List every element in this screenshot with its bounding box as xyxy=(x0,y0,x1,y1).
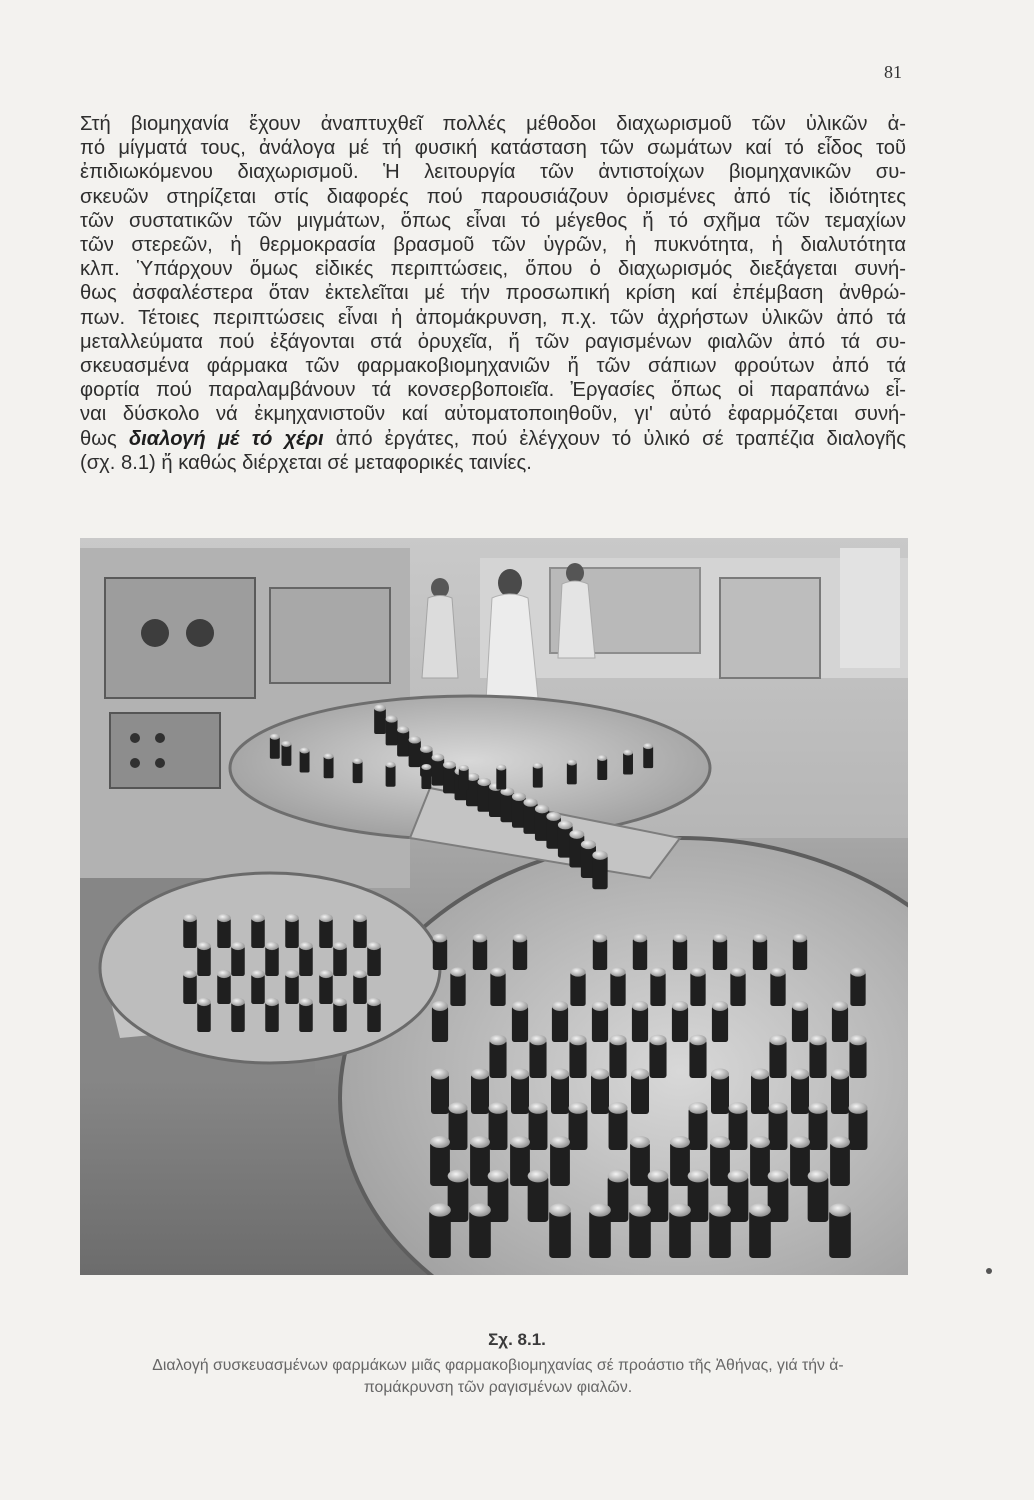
bottle xyxy=(751,1069,769,1115)
bottle xyxy=(353,758,363,783)
emphasis-term: διαλογή μέ τό χέρι xyxy=(128,427,324,450)
bottle xyxy=(367,942,381,976)
text-line: φορτία πού παραλαμβάνουν τά κονσερβοποιεῖα. Ἐργασίες ὅπως οἱ παραπάνω εἶ- xyxy=(80,379,906,402)
bottle xyxy=(591,1069,609,1115)
bottle xyxy=(710,1136,730,1186)
bottle xyxy=(712,1001,728,1042)
bottle xyxy=(569,1102,588,1150)
bottle xyxy=(433,934,447,970)
bottle xyxy=(251,914,265,948)
bottle xyxy=(809,1102,828,1150)
text-run: ἀπό ἐργάτες, πού ἐλέγχουν τό ὑλικό σέ τραπέζια διαλογῆς xyxy=(323,427,906,450)
bottle xyxy=(570,967,585,1006)
bottle xyxy=(319,914,333,948)
bottle xyxy=(469,1203,491,1258)
bottle xyxy=(650,967,665,1006)
caption-line: Διαλογή συσκευασμένων φαρμάκων μιᾶς φαρμακοβιομηχανίας σέ προάστιο τῆς Ἀθήνας, γιά τήν ἀ- xyxy=(152,1357,844,1374)
bottle xyxy=(353,914,367,948)
worker-head xyxy=(498,569,522,597)
bottle xyxy=(353,970,367,1004)
bottle xyxy=(528,1170,549,1222)
bottle xyxy=(809,1035,826,1078)
bottle xyxy=(567,759,577,784)
bottle xyxy=(421,764,431,789)
bottle xyxy=(489,1102,508,1150)
text-line: (σχ. 8.1) ἤ καθώς διέρχεται σέ μεταφορικές ταινίες. xyxy=(80,451,532,474)
bottle xyxy=(299,942,313,976)
bottle xyxy=(730,967,745,1006)
bottle xyxy=(478,778,491,812)
text-line-with-emphasis xyxy=(80,427,906,451)
bottle xyxy=(552,1001,568,1042)
bottle xyxy=(386,715,398,745)
bottle xyxy=(849,1035,866,1078)
bottle xyxy=(471,1069,489,1115)
bottle xyxy=(753,934,767,970)
bottle xyxy=(569,1035,586,1078)
bottle xyxy=(689,1035,706,1078)
bottle xyxy=(374,704,386,734)
bottle xyxy=(549,1203,571,1258)
bottle xyxy=(649,1035,666,1078)
bottle xyxy=(533,763,543,788)
bottle xyxy=(830,1136,850,1186)
bottle xyxy=(510,1136,530,1186)
bottle xyxy=(285,914,299,948)
bottle xyxy=(367,998,381,1032)
bottle xyxy=(251,970,265,1004)
bottle xyxy=(300,747,310,772)
bottle xyxy=(711,1069,729,1115)
bottle xyxy=(750,1136,770,1186)
bottle xyxy=(450,967,465,1006)
bottle xyxy=(793,934,807,970)
bottle xyxy=(429,1203,451,1258)
bottle xyxy=(231,998,245,1032)
bottle xyxy=(489,1035,506,1078)
text-line: πων. Τέτοιες περιπτώσεις εἶναι ἡ ἀπομάκρυνση, π.χ. τῶν ἀχρήστων ὑλικῶν ἀπό τά xyxy=(80,306,906,329)
bottle xyxy=(529,1035,546,1078)
bottle xyxy=(449,1102,468,1150)
bottle xyxy=(432,1001,448,1042)
factory-photo xyxy=(80,538,908,1275)
bottle xyxy=(513,934,527,970)
bottle xyxy=(592,851,607,890)
bottle xyxy=(319,970,333,1004)
bottle xyxy=(792,1001,808,1042)
bottle xyxy=(832,1001,848,1042)
body-paragraph xyxy=(80,112,906,475)
bottle xyxy=(550,1136,570,1186)
bottle xyxy=(829,1203,851,1258)
figure-label: Σχ. 8.1. xyxy=(488,1330,546,1349)
bottle xyxy=(270,734,280,759)
text-run: θως xyxy=(80,427,129,450)
bottle xyxy=(808,1170,829,1222)
bottle xyxy=(597,755,607,780)
caption-line: πομάκρυνση τῶν ραγισμένων φιαλῶν. xyxy=(363,1379,633,1396)
bottle xyxy=(633,934,647,970)
text-line: ναι δύσκολο νά ἐκμηχανιστοῦν καί αὐτοματοποιηθοῦν, γι' αὐτό ἐφαρμόζεται συνή- xyxy=(80,403,906,426)
text-line: μεταλλεύματα πού ἐξάγονται στά ὀρυχεῖα, ἤ τῶν ραγισμένων φιαλῶν ἀπό τά συ- xyxy=(80,330,906,353)
bottle xyxy=(197,998,211,1032)
bottle xyxy=(689,1102,708,1150)
text-line: κλπ. Ὑπάρχουν ὅμως εἰδικές περιπτώσεις, ὅπου ὁ διαχωρισμός διεξάγεται συνή- xyxy=(80,258,906,281)
text-line: σκευῶν στηρίζεται στίς διαφορές πού παρουσιάζουν ὁρισμένες ἀπό τίς ἰδιότητες xyxy=(80,185,906,208)
bottle xyxy=(299,998,313,1032)
bottle xyxy=(849,1102,868,1150)
dial-gauge xyxy=(186,619,214,647)
bottle xyxy=(643,743,653,768)
bottle xyxy=(183,914,197,948)
bottle xyxy=(265,942,279,976)
dial-gauge xyxy=(141,619,169,647)
bottle xyxy=(769,1102,788,1150)
window-light xyxy=(840,548,900,668)
bottle xyxy=(690,967,705,1006)
bottle-sorting-photo-illustration xyxy=(80,538,908,1275)
bottle xyxy=(459,765,469,790)
bottle xyxy=(397,726,409,757)
print-speck xyxy=(986,1268,992,1274)
bottle xyxy=(333,998,347,1032)
bottle xyxy=(672,1001,688,1042)
bottle xyxy=(490,967,505,1006)
text-line: πό μίγματά τους, ἀνάλογα μέ τή φυσική κατάσταση τῶν σωμάτων καί τό εἶδος τοῦ xyxy=(80,137,906,160)
bottle xyxy=(770,967,785,1006)
bottle xyxy=(529,1102,548,1150)
text-line: τῶν στερεῶν, ἡ θερμοκρασία βρασμοῦ τῶν ὑγρῶν, ἡ πυκνότητα, ἡ διαλυτότητα xyxy=(80,234,906,257)
bottle xyxy=(749,1203,771,1258)
bottle xyxy=(670,1136,690,1186)
bottle xyxy=(409,736,421,767)
bottle xyxy=(285,970,299,1004)
bottle xyxy=(589,1203,611,1258)
text-line: ἐπιδιωκόμενου διαχωρισμοῦ. Ἡ λειτουργία τῶν ἀντιστοίχων βιομηχανικῶν συ- xyxy=(80,161,906,184)
bottle xyxy=(324,753,334,778)
bottle xyxy=(673,934,687,970)
bottle xyxy=(443,761,456,793)
bottle xyxy=(850,967,865,1006)
bottle xyxy=(432,754,445,786)
bottle xyxy=(265,998,279,1032)
bottle xyxy=(386,762,396,787)
bottle xyxy=(431,1069,449,1115)
bottle xyxy=(551,1069,569,1115)
bottle xyxy=(632,1001,648,1042)
figure-caption xyxy=(80,1355,916,1399)
bottle xyxy=(729,1102,748,1150)
bottle xyxy=(630,1136,650,1186)
bottle xyxy=(831,1069,849,1115)
bottle xyxy=(512,1001,528,1042)
bottle xyxy=(231,942,245,976)
bottle xyxy=(593,934,607,970)
bottle xyxy=(629,1203,651,1258)
bottle xyxy=(430,1136,450,1186)
bottle xyxy=(623,749,633,774)
text-line: σκευασμένα φάρμακα τῶν φαρμακοβιομηχανιῶν ἤ τῶν σάπιων φρούτων ἀπό τά xyxy=(80,355,906,378)
bottle xyxy=(217,970,231,1004)
bottle xyxy=(183,970,197,1004)
bottle xyxy=(631,1069,649,1115)
text-line: θως ἀσφαλέστερα ὅταν ἐκτελεῖται μέ τήν προσωπική κρίση καί ἐπέμβαση ἀνθρώ- xyxy=(80,282,906,305)
bottle xyxy=(511,1069,529,1115)
bottle xyxy=(473,934,487,970)
bottle xyxy=(496,764,506,789)
bottle xyxy=(790,1136,810,1186)
bottle xyxy=(281,741,291,766)
bottle xyxy=(470,1136,490,1186)
text-line: τῶν συστατικῶν τῶν μιγμάτων, ὅπως εἶναι τό μέγεθος ἤ τό σχῆμα τῶν τεμαχίων xyxy=(80,209,906,232)
back-workbench xyxy=(720,578,820,678)
bottle xyxy=(791,1069,809,1115)
bottle xyxy=(610,967,625,1006)
bottle xyxy=(197,942,211,976)
bottle xyxy=(592,1001,608,1042)
bottle xyxy=(609,1035,626,1078)
text-line: Στή βιομηχανία ἔχουν ἀναπτυχθεῖ πολλές μέθοδοι διαχωρισμοῦ τῶν ὑλικῶν ἀ- xyxy=(80,113,906,135)
bottle xyxy=(713,934,727,970)
bottle xyxy=(609,1102,628,1150)
bottle xyxy=(217,914,231,948)
page-number: 81 xyxy=(884,62,902,82)
bottle xyxy=(709,1203,731,1258)
bottle xyxy=(669,1203,691,1258)
bottle xyxy=(769,1035,786,1078)
bottle xyxy=(333,942,347,976)
